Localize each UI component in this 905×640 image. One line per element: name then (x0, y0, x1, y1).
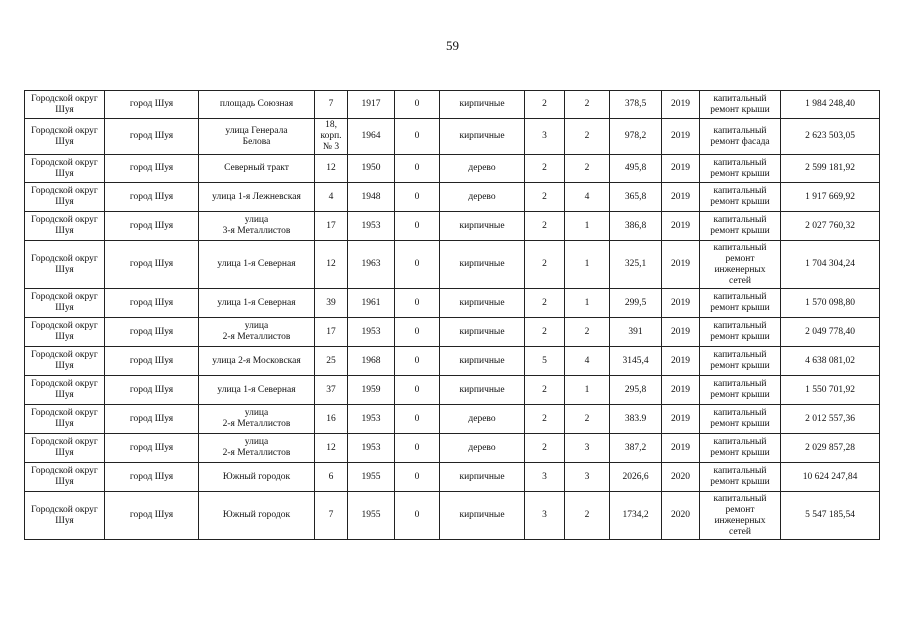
cell-work-type: капитальный ремонт крыши (700, 289, 781, 318)
cell-floors: 2 (525, 289, 565, 318)
cell-work-type: капитальный ремонт крыши (700, 91, 781, 119)
cell-house-number: 12 (315, 241, 348, 289)
cell-area: 378,5 (610, 91, 662, 119)
cell-year-built: 1953 (348, 318, 395, 347)
cell-floors: 2 (525, 155, 565, 183)
cell-municipality: Городской округ Шуя (25, 241, 105, 289)
cell-work-type: капитальный ремонт фасада (700, 119, 781, 155)
cell-cost: 1 984 248,40 (781, 91, 880, 119)
cell-locality: город Шуя (105, 212, 199, 241)
cell-area: 295,8 (610, 376, 662, 405)
cell-cost: 1 917 669,92 (781, 183, 880, 212)
cell-street: улица 2-я Металлистов (199, 318, 315, 347)
cell-zero: 0 (395, 463, 440, 492)
cell-floors: 2 (525, 405, 565, 434)
cell-area: 495,8 (610, 155, 662, 183)
cell-year-built: 1955 (348, 463, 395, 492)
cell-work-type: капитальный ремонт крыши (700, 347, 781, 376)
cell-wall-material: дерево (440, 155, 525, 183)
cell-house-number: 39 (315, 289, 348, 318)
cell-plan-year: 2019 (662, 241, 700, 289)
cell-house-number: 7 (315, 91, 348, 119)
cell-municipality: Городской округ Шуя (25, 119, 105, 155)
cell-street: улица 1-я Лежневская (199, 183, 315, 212)
table-row (25, 376, 880, 405)
cell-wall-material: дерево (440, 405, 525, 434)
cell-area: 299,5 (610, 289, 662, 318)
cell-street: улица 1-я Северная (199, 289, 315, 318)
cell-floors: 5 (525, 347, 565, 376)
cell-zero: 0 (395, 434, 440, 463)
cell-work-type: капитальный ремонт крыши (700, 405, 781, 434)
cell-wall-material: кирпичные (440, 212, 525, 241)
cell-area: 365,8 (610, 183, 662, 212)
cell-cost: 2 623 503,05 (781, 119, 880, 155)
cell-year-built: 1917 (348, 91, 395, 119)
cell-work-type: капитальный ремонт крыши (700, 155, 781, 183)
cell-area: 325,1 (610, 241, 662, 289)
cell-entrances: 4 (565, 347, 610, 376)
cell-street: улица 1-я Северная (199, 376, 315, 405)
cell-entrances: 1 (565, 241, 610, 289)
cell-municipality: Городской округ Шуя (25, 347, 105, 376)
table-row (25, 463, 880, 492)
table-row (25, 492, 880, 540)
cell-municipality: Городской округ Шуя (25, 289, 105, 318)
cell-entrances: 2 (565, 155, 610, 183)
cell-house-number: 12 (315, 155, 348, 183)
cell-zero: 0 (395, 405, 440, 434)
cell-plan-year: 2019 (662, 318, 700, 347)
cell-cost: 1 704 304,24 (781, 241, 880, 289)
cell-house-number: 17 (315, 318, 348, 347)
cell-floors: 2 (525, 212, 565, 241)
cell-locality: город Шуя (105, 241, 199, 289)
cell-locality: город Шуя (105, 434, 199, 463)
cell-area: 978,2 (610, 119, 662, 155)
cell-plan-year: 2019 (662, 347, 700, 376)
cell-zero: 0 (395, 212, 440, 241)
cell-zero: 0 (395, 289, 440, 318)
cell-zero: 0 (395, 376, 440, 405)
cell-year-built: 1964 (348, 119, 395, 155)
cell-municipality: Городской округ Шуя (25, 463, 105, 492)
cell-year-built: 1963 (348, 241, 395, 289)
cell-zero: 0 (395, 347, 440, 376)
cell-plan-year: 2019 (662, 212, 700, 241)
cell-street: улица 3-я Металлистов (199, 212, 315, 241)
cell-locality: город Шуя (105, 289, 199, 318)
cell-plan-year: 2019 (662, 155, 700, 183)
table-row (25, 91, 880, 119)
cell-entrances: 3 (565, 463, 610, 492)
cell-entrances: 2 (565, 119, 610, 155)
cell-street: площадь Союзная (199, 91, 315, 119)
cell-wall-material: кирпичные (440, 463, 525, 492)
cell-cost: 2 029 857,28 (781, 434, 880, 463)
cell-wall-material: кирпичные (440, 492, 525, 540)
cell-entrances: 3 (565, 434, 610, 463)
cell-house-number: 6 (315, 463, 348, 492)
table-row (25, 289, 880, 318)
cell-plan-year: 2019 (662, 119, 700, 155)
cell-street: улица Генерала Белова (199, 119, 315, 155)
cell-plan-year: 2020 (662, 492, 700, 540)
cell-house-number: 7 (315, 492, 348, 540)
cell-municipality: Городской округ Шуя (25, 212, 105, 241)
cell-work-type: капитальный ремонт крыши (700, 318, 781, 347)
cell-wall-material: кирпичные (440, 318, 525, 347)
cell-plan-year: 2019 (662, 434, 700, 463)
cell-entrances: 1 (565, 376, 610, 405)
cell-locality: город Шуя (105, 405, 199, 434)
cell-plan-year: 2020 (662, 463, 700, 492)
cell-cost: 5 547 185,54 (781, 492, 880, 540)
houses-table (24, 90, 880, 540)
cell-house-number: 18, корп. № 3 (315, 119, 348, 155)
cell-entrances: 1 (565, 212, 610, 241)
cell-cost: 4 638 081,02 (781, 347, 880, 376)
cell-year-built: 1955 (348, 492, 395, 540)
cell-locality: город Шуя (105, 463, 199, 492)
cell-municipality: Городской округ Шуя (25, 405, 105, 434)
table-row (25, 119, 880, 155)
cell-floors: 2 (525, 376, 565, 405)
cell-cost: 2 012 557,36 (781, 405, 880, 434)
cell-plan-year: 2019 (662, 91, 700, 119)
table-row (25, 155, 880, 183)
cell-municipality: Городской округ Шуя (25, 91, 105, 119)
table-row (25, 183, 880, 212)
cell-house-number: 4 (315, 183, 348, 212)
table-body (25, 91, 880, 540)
cell-area: 391 (610, 318, 662, 347)
cell-street: Северный тракт (199, 155, 315, 183)
cell-floors: 2 (525, 318, 565, 347)
cell-wall-material: кирпичные (440, 347, 525, 376)
cell-year-built: 1961 (348, 289, 395, 318)
cell-work-type: капитальный ремонт инженерных сетей (700, 492, 781, 540)
cell-zero: 0 (395, 318, 440, 347)
cell-municipality: Городской округ Шуя (25, 434, 105, 463)
cell-wall-material: кирпичные (440, 289, 525, 318)
cell-wall-material: кирпичные (440, 376, 525, 405)
cell-plan-year: 2019 (662, 376, 700, 405)
cell-entrances: 2 (565, 318, 610, 347)
cell-street: улица 2-я Металлистов (199, 434, 315, 463)
cell-work-type: капитальный ремонт инженерных сетей (700, 241, 781, 289)
cell-area: 386,8 (610, 212, 662, 241)
cell-work-type: капитальный ремонт крыши (700, 212, 781, 241)
cell-area: 3145,4 (610, 347, 662, 376)
cell-street: улица 2-я Московская (199, 347, 315, 376)
cell-street: улица 1-я Северная (199, 241, 315, 289)
cell-floors: 3 (525, 119, 565, 155)
cell-house-number: 12 (315, 434, 348, 463)
cell-area: 2026,6 (610, 463, 662, 492)
page-number: 59 (446, 38, 459, 53)
cell-wall-material: дерево (440, 183, 525, 212)
cell-area: 387,2 (610, 434, 662, 463)
cell-floors: 2 (525, 91, 565, 119)
cell-area: 1734,2 (610, 492, 662, 540)
cell-street: Южный городок (199, 463, 315, 492)
cell-cost: 1 550 701,92 (781, 376, 880, 405)
cell-wall-material: кирпичные (440, 119, 525, 155)
cell-house-number: 37 (315, 376, 348, 405)
cell-zero: 0 (395, 183, 440, 212)
cell-wall-material: кирпичные (440, 241, 525, 289)
cell-zero: 0 (395, 241, 440, 289)
table-row (25, 318, 880, 347)
cell-work-type: капитальный ремонт крыши (700, 183, 781, 212)
cell-plan-year: 2019 (662, 405, 700, 434)
cell-locality: город Шуя (105, 347, 199, 376)
cell-zero: 0 (395, 119, 440, 155)
cell-cost: 10 624 247,84 (781, 463, 880, 492)
table-row (25, 212, 880, 241)
cell-street: улица 2-я Металлистов (199, 405, 315, 434)
cell-year-built: 1950 (348, 155, 395, 183)
table-row (25, 347, 880, 376)
cell-street: Южный городок (199, 492, 315, 540)
cell-year-built: 1948 (348, 183, 395, 212)
cell-zero: 0 (395, 492, 440, 540)
cell-cost: 1 570 098,80 (781, 289, 880, 318)
cell-locality: город Шуя (105, 183, 199, 212)
cell-floors: 2 (525, 183, 565, 212)
cell-floors: 3 (525, 492, 565, 540)
cell-year-built: 1959 (348, 376, 395, 405)
cell-wall-material: кирпичные (440, 91, 525, 119)
cell-year-built: 1953 (348, 212, 395, 241)
cell-municipality: Городской округ Шуя (25, 183, 105, 212)
cell-municipality: Городской округ Шуя (25, 318, 105, 347)
cell-floors: 2 (525, 434, 565, 463)
cell-cost: 2 049 778,40 (781, 318, 880, 347)
cell-entrances: 2 (565, 492, 610, 540)
cell-wall-material: дерево (440, 434, 525, 463)
cell-entrances: 1 (565, 289, 610, 318)
cell-locality: город Шуя (105, 119, 199, 155)
cell-locality: город Шуя (105, 91, 199, 119)
cell-area: 383.9 (610, 405, 662, 434)
table-row (25, 434, 880, 463)
cell-house-number: 16 (315, 405, 348, 434)
cell-cost: 2 027 760,32 (781, 212, 880, 241)
table-row (25, 241, 880, 289)
cell-plan-year: 2019 (662, 183, 700, 212)
table-row (25, 405, 880, 434)
cell-year-built: 1953 (348, 405, 395, 434)
cell-work-type: капитальный ремонт крыши (700, 434, 781, 463)
cell-entrances: 4 (565, 183, 610, 212)
cell-entrances: 2 (565, 91, 610, 119)
cell-zero: 0 (395, 155, 440, 183)
cell-municipality: Городской округ Шуя (25, 376, 105, 405)
cell-locality: город Шуя (105, 318, 199, 347)
cell-work-type: капитальный ремонт крыши (700, 376, 781, 405)
cell-entrances: 2 (565, 405, 610, 434)
cell-locality: город Шуя (105, 376, 199, 405)
cell-municipality: Городской округ Шуя (25, 492, 105, 540)
cell-municipality: Городской округ Шуя (25, 155, 105, 183)
cell-plan-year: 2019 (662, 289, 700, 318)
cell-floors: 2 (525, 241, 565, 289)
cell-year-built: 1953 (348, 434, 395, 463)
cell-floors: 3 (525, 463, 565, 492)
cell-work-type: капитальный ремонт крыши (700, 463, 781, 492)
cell-locality: город Шуя (105, 155, 199, 183)
cell-year-built: 1968 (348, 347, 395, 376)
cell-cost: 2 599 181,92 (781, 155, 880, 183)
cell-locality: город Шуя (105, 492, 199, 540)
cell-house-number: 25 (315, 347, 348, 376)
cell-house-number: 17 (315, 212, 348, 241)
cell-zero: 0 (395, 91, 440, 119)
